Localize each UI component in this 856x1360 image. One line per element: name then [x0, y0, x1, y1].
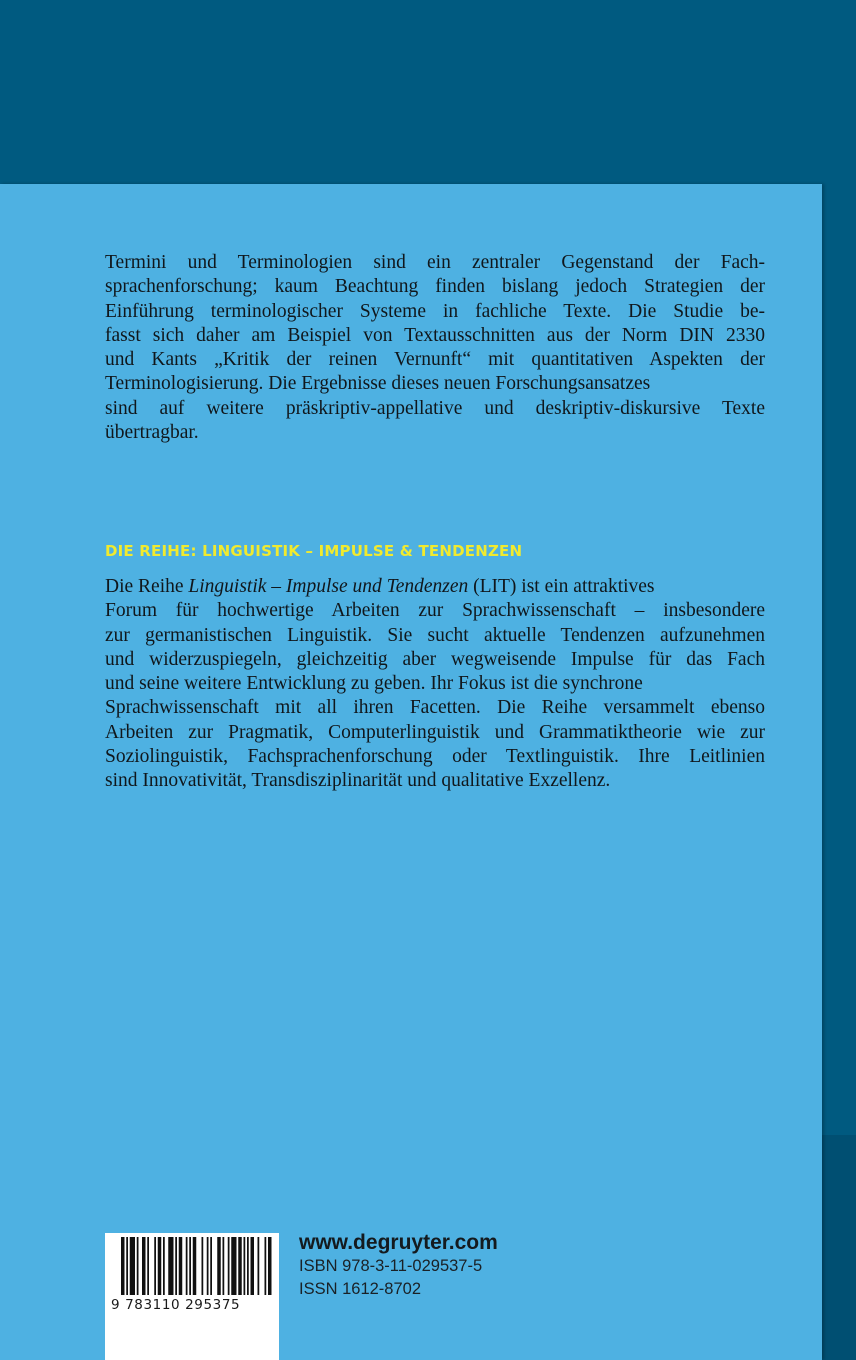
series-line: zur germanistischen Linguistik. Sie sucht aktuelle Tendenzen aufzunehmen — [105, 624, 765, 646]
series-line: sind Innovativität, Transdisziplinarität und qualitative Exzellenz. — [105, 770, 611, 792]
series-title: Linguistik – Impulse und Tendenzen — [188, 576, 469, 597]
cover-edge-strip — [822, 1135, 856, 1360]
book-blurb — [105, 251, 765, 445]
series-line: Forum für hochwertige Arbeiten zur Sprachwissenschaft – insbesondere — [105, 600, 765, 622]
isbn-number: ISBN 978-3-11-029537-5 — [299, 1257, 483, 1275]
publisher-url: www.degruyter.com — [299, 1231, 498, 1254]
blurb-line: und Kants „Kritik der reinen Vernunft“ mit quantitativen Aspekten der — [105, 349, 765, 371]
series-line: Sprachwissenschaft mit all ihren Facetten. Die Reihe versammelt ebenso — [105, 697, 765, 719]
series-heading: DIE REIHE: LINGUISTIK – IMPULSE & TENDENZEN — [105, 542, 523, 560]
series-line: und seine weitere Entwicklung zu geben. Ihr Fokus ist die synchrone — [105, 673, 643, 695]
blurb-line: Termini und Terminologien sind ein zentraler Gegenstand der Fach- — [105, 252, 765, 273]
issn-number: ISSN 1612-8702 — [299, 1280, 422, 1298]
series-line: Arbeiten zur Pragmatik, Computerlinguistik und Grammatiktheorie wie zur — [105, 721, 765, 743]
series-line: Soziolinguistik, Fachsprachenforschung oder Textlinguistik. Ihre Leitlinien — [105, 746, 765, 768]
blurb-line: Terminologisierung. Die Ergebnisse dieses neuen Forschungsansatzes — [105, 373, 651, 395]
barcode-digits: 9 783110 295375 — [111, 1297, 241, 1313]
blurb-line: Einführung terminologischer Systeme in fachliche Texte. Die Studie be- — [105, 300, 765, 322]
blurb-line: sind auf weitere präskriptiv-appellative und deskriptiv-diskursive Texte — [105, 397, 765, 419]
series-description — [105, 575, 765, 794]
series-line-suffix: (LIT) ist ein attraktives — [468, 576, 655, 597]
series-line: und widerzuspiegeln, gleichzeitig aber wegweisende Impulse für das Fach — [105, 648, 765, 670]
isbn-barcode — [105, 1233, 279, 1360]
series-line-prefix: Die Reihe — [105, 576, 189, 597]
blurb-line: sprachenforschung; kaum Beachtung finden bislang jedoch Strategien der — [105, 276, 765, 298]
blurb-line: übertragbar. — [105, 422, 199, 444]
blurb-line: fasst sich daher am Beispiel von Textausschnitten aus der Norm DIN 2330 — [105, 324, 765, 346]
series-line — [105, 575, 765, 599]
